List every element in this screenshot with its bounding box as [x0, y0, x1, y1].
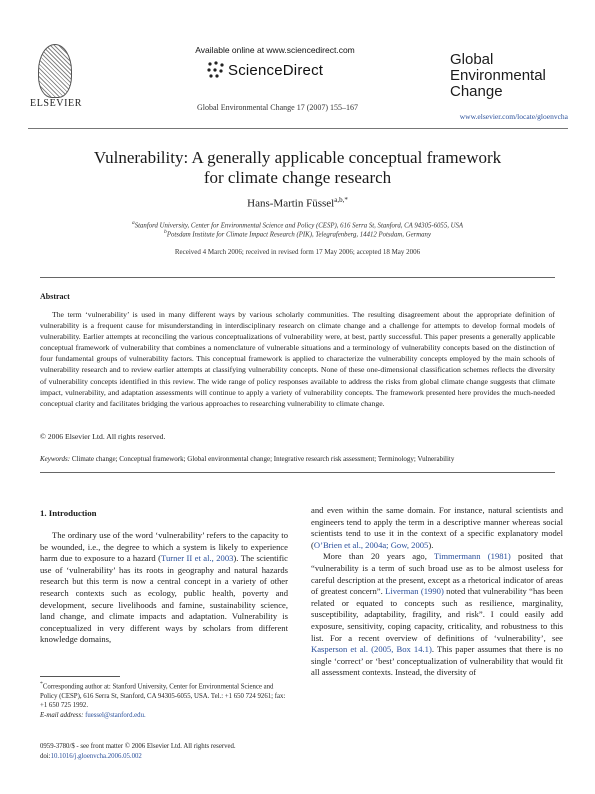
footnote-divider	[40, 676, 120, 677]
right-column	[311, 505, 563, 679]
availability-line: Available online at www.sciencedirect.com	[195, 45, 355, 55]
sciencedirect-dots-icon	[206, 60, 226, 80]
email-label: E-mail address:	[40, 712, 84, 720]
elsevier-logo	[30, 44, 83, 110]
citation-link[interactable]: O’Brien et al., 2004a; Gow, 2005	[313, 539, 429, 550]
journal-citation: Global Environmental Change 17 (2007) 155–167	[196, 103, 359, 112]
doi-link[interactable]: 10.1016/j.gloenvcha.2006.05.002	[50, 753, 142, 760]
affiliation-mark: b	[164, 229, 167, 235]
affiliation-text: Potsdam Institute for Climate Impact Research (PIK), Telegrafenberg, 14412 Potsdam, Germany	[166, 231, 431, 239]
affiliation-b	[40, 229, 555, 238]
title-line: Vulnerability: A generally applicable conceptual framework	[93, 148, 502, 167]
elsevier-tree-icon	[38, 44, 72, 98]
author-marks[interactable]: a,b,*	[334, 196, 348, 204]
journal-logo-line: Environmental	[450, 67, 546, 84]
journal-url-link[interactable]: www.elsevier.com/locate/gloenvcha	[459, 112, 568, 121]
journal-logo	[438, 44, 568, 110]
journal-logo-line: Global	[450, 51, 494, 68]
title-line: for climate change research	[203, 168, 392, 187]
intro-paragraph: and even within the same domain. For instance, natural scientists and engineers tend to apply the term in a descriptive manner whereas social scientists tend to use it in the context of a specific explanatory model (O’Brien et al., 2004a; Gow, 2005).	[311, 505, 563, 550]
section-heading-introduction: 1. Introduction	[40, 508, 97, 518]
email-link[interactable]: fuessel@stanford.edu.	[85, 712, 146, 720]
page-footer	[40, 742, 290, 762]
abstract-heading: Abstract	[40, 292, 70, 301]
issn-line: 0959-3780/$ - see front matter © 2006 Elsevier Ltd. All rights reserved.	[40, 743, 236, 750]
citation-link[interactable]: Turner II et al., 2003	[161, 553, 234, 564]
journal-logo-line: Change	[450, 83, 503, 100]
footnote-mark: *	[40, 681, 43, 687]
affiliation-mark: a	[131, 220, 135, 226]
abstract-top-rule	[40, 277, 555, 278]
sciencedirect-logo: ScienceDirect	[228, 62, 324, 79]
author-name: Hans-Martin Füssel	[247, 197, 335, 210]
keywords-list: Climate change; Conceptual framework; Global environmental change; Integrative research risk assessment; Terminology; Vulnerability	[71, 455, 455, 463]
corresponding-author-footnote	[40, 680, 288, 721]
abstract-body: The term ‘vulnerability’ is used in many different ways by various scholarly communities. The resulting disagreement about the appropriate definition of vulnerability is a frequent cause for misunderstanding in interdisciplinary research on climate change and a challenge for attempts to develop formal models of vulnerability. Earlier attempts at reconciling the various conceptualizations of vulnerability were, at best, partly successful. This paper presents a generally applicable conceptual framework of vulnerability that combines a nomenclature of vulnerable situations and a terminology of vulnerability concepts based on the distinction of four fundamental groups of vulnerability factors. This conceptual framework is applied to characterize the vulnerability concepts employed by the main schools of vulnerability research and to review earlier attempts at classifying vulnerability concepts. None of these one-dimensional classification schemes reflects the diversity of vulnerability concepts identified in this review. The wide range of policy responses available to address the risks from global climate change suggests that climate impact, vulnerability, and adaptation assessments will continue to apply a variety of vulnerability concepts. The framework presented here provides the much-needed conceptual clarity and facilitates bridging the various approaches to researching vulnerability to climate change.	[40, 310, 555, 408]
abstract-copyright: © 2006 Elsevier Ltd. All rights reserved.	[40, 432, 166, 441]
header-divider	[28, 128, 568, 129]
keywords-label: Keywords:	[40, 455, 71, 463]
footnote-text: Corresponding author at: Stanford University, Center for Environmental Science and Policy (CESP), 616 Serra St, Stanford, CA 94305-6055, USA. Tel.: +1 650 724 9261; fax: +1 650 725 1992.	[40, 683, 286, 710]
keywords	[40, 455, 555, 463]
article-title	[40, 148, 555, 188]
author-line	[40, 196, 555, 210]
elsevier-wordmark: ELSEVIER	[30, 98, 83, 109]
intro-paragraph: The ordinary use of the word ‘vulnerability’ refers to the capacity to be wounded, i.e., the degree to which a system is likely to experience harm due to exposure to a hazard (Turner II et al., 2003). The scientific use of ‘vulnerability’ has its roots in geography and natural hazards research but this term is now a central concept in a variety of other research contexts such as ecology, public health, poverty and development, secure livelihoods and famine, sustainability science, land change, and climate impacts and adaptation. Vulnerability is conceptualized in very different ways by scholars from different knowledge domains,	[40, 530, 288, 645]
received-dates: Received 4 March 2006; received in revised form 17 May 2006; accepted 18 May 2006	[174, 248, 421, 256]
affiliation-text: Stanford University, Center for Environmental Science and Policy (CESP), 616 Serra St, Stanford, CA 94305-6055, USA	[134, 222, 464, 230]
citation-link[interactable]: Kasperson et al. (2005, Box 14.1)	[311, 644, 432, 655]
affiliation-a	[40, 220, 555, 229]
doi-line: doi:10.1016/j.gloenvcha.2006.05.002	[40, 753, 142, 760]
intro-paragraph: More than 20 years ago, Timmermann (1981) posited that “vulnerability is a term of such broad use as to be almost useless for careful description at the present, except as a rhetorical indicator of areas of greatest concern”. Liverman (1990) noted that vulnerability “has been related or equated to concepts such as resilience, marginality, susceptibility, adaptability, fragility, and risk”. I could easily add exposure, sensitivity, coping capacity, criticality, and robustness to this list. For a recent overview of definitions of ‘vulnerability’, see Kasperson et al. (2005, Box 14.1). This paper assumes that there is no single ‘correct’ or ‘best’ conceptualization of vulnerability that would fit all assessment contexts. Instead, the diversity of	[311, 551, 564, 678]
citation-link[interactable]: Liverman (1990)	[385, 586, 444, 597]
abstract-bottom-rule	[40, 472, 555, 473]
left-column	[40, 530, 288, 646]
citation-link[interactable]: Timmermann (1981)	[434, 551, 511, 562]
